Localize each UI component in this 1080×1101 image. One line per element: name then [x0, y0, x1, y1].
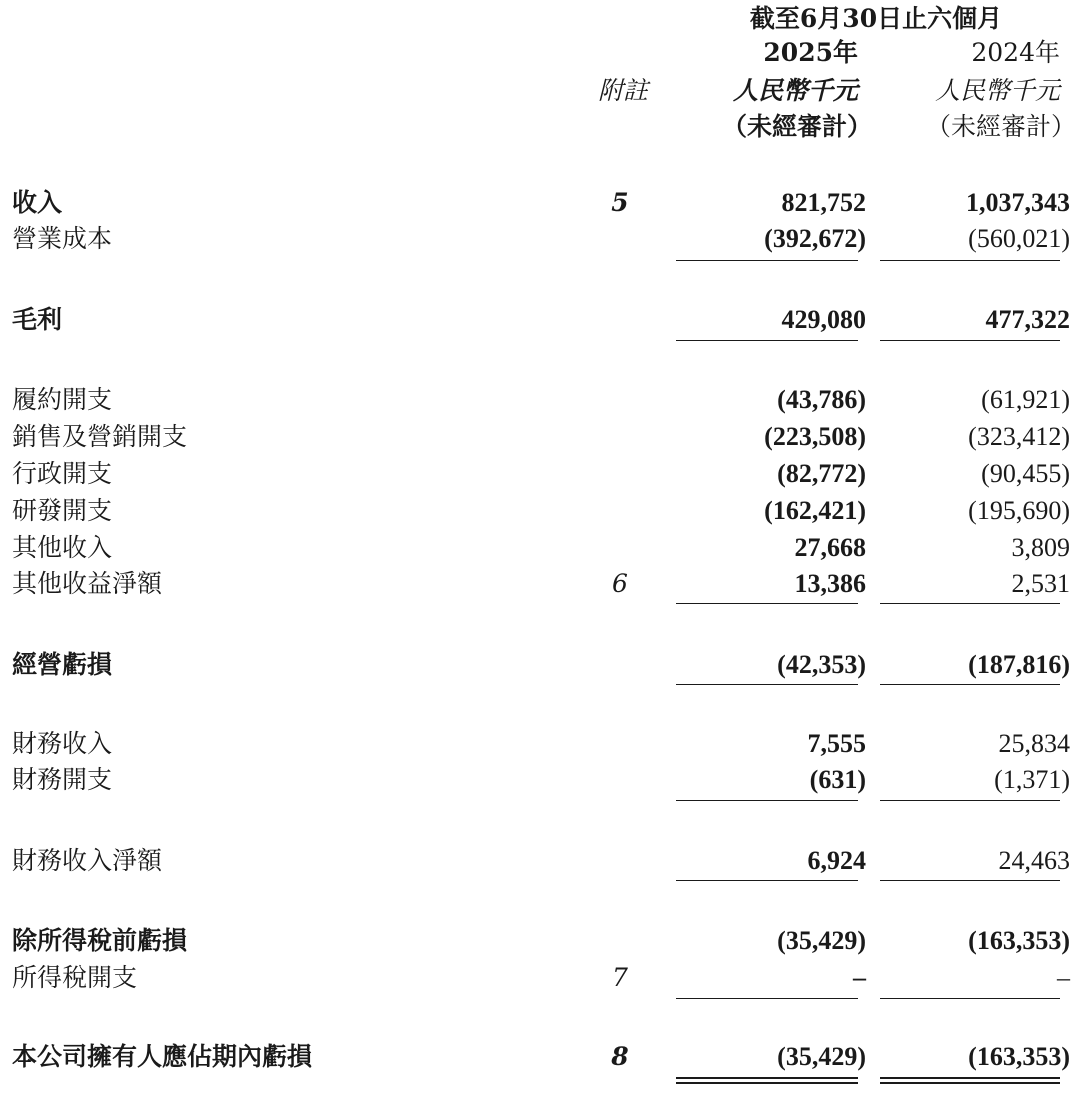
value-2025: 821,752	[781, 188, 866, 217]
total-double-rule-2024	[880, 1077, 1060, 1084]
row-label: 財務收入	[12, 729, 113, 758]
value-2024: 25,834	[998, 729, 1070, 758]
subtotal-rule-2025	[676, 684, 858, 685]
value-2025: 429,080	[781, 305, 866, 334]
value-2024: (195,690)	[968, 496, 1070, 525]
subtotal-rule-2025	[676, 998, 858, 999]
table-row-gross-profit	[0, 303, 1080, 337]
table-row-revenue	[0, 186, 1080, 220]
table-row-finance-income	[0, 727, 1080, 761]
audit-2024-header: （未經審計）	[925, 112, 1076, 141]
period-header: 截至6月30日止六個月	[749, 4, 1003, 33]
value-2024: (323,412)	[968, 422, 1070, 451]
value-2025: (42,353)	[777, 650, 866, 679]
table-row-selling-marketing	[0, 420, 1080, 454]
row-label: 其他收入	[12, 533, 113, 562]
table-row-operating-loss	[0, 648, 1080, 682]
row-label: 銷售及營銷開支	[12, 422, 188, 451]
unit-2024-header: 人民幣千元	[934, 76, 1060, 105]
subtotal-rule-2024	[880, 998, 1060, 999]
value-2024: (163,353)	[968, 1042, 1070, 1071]
row-label: 行政開支	[12, 459, 113, 488]
row-label: 研發開支	[12, 496, 113, 525]
value-2024: (560,021)	[968, 224, 1070, 253]
value-2025: (35,429)	[777, 1042, 866, 1071]
subtotal-rule-2024	[880, 603, 1060, 604]
subtotal-rule-2025	[676, 880, 858, 881]
table-row-fulfilment-expenses	[0, 383, 1080, 417]
row-label: 財務開支	[12, 765, 113, 794]
value-2024: 3,809	[1011, 533, 1070, 562]
row-label: 收入	[12, 188, 63, 217]
subtotal-rule-2024	[880, 800, 1060, 801]
subtotal-rule-2025	[676, 260, 858, 261]
subtotal-rule-2024	[880, 340, 1060, 341]
row-note: 8	[611, 1042, 629, 1071]
row-label: 履約開支	[12, 385, 113, 414]
table-row-other-gains-net	[0, 567, 1080, 601]
subtotal-rule-2025	[676, 603, 858, 604]
value-2024: 477,322	[985, 305, 1070, 334]
row-note: 7	[612, 963, 628, 992]
table-row-finance-income-net	[0, 844, 1080, 878]
table-row-loss-for-period	[0, 1040, 1080, 1074]
value-2024: (61,921)	[981, 385, 1070, 414]
row-note: 6	[612, 569, 628, 598]
subtotal-rule-2025	[676, 340, 858, 341]
value-2025: (162,421)	[764, 496, 866, 525]
value-2024: (1,371)	[994, 765, 1070, 794]
row-label: 所得稅開支	[12, 963, 138, 992]
subtotal-rule-2025	[676, 800, 858, 801]
row-label: 財務收入淨額	[12, 846, 163, 875]
value-2025: 6,924	[807, 846, 866, 875]
audit-2025-header: （未經審計）	[721, 112, 872, 141]
value-2025: 7,555	[807, 729, 866, 758]
row-label: 除所得稅前虧損	[12, 926, 188, 955]
value-2025: (392,672)	[764, 224, 866, 253]
row-label: 本公司擁有人應佔期內虧損	[12, 1042, 313, 1071]
table-row-other-income	[0, 531, 1080, 565]
value-2024: –	[1057, 963, 1070, 992]
table-row-income-tax	[0, 961, 1080, 995]
table-row-loss-before-tax	[0, 924, 1080, 958]
subtotal-rule-2024	[880, 880, 1060, 881]
value-2025: (631)	[809, 765, 866, 794]
value-2024: 1,037,343	[966, 188, 1070, 217]
value-2024: (187,816)	[968, 650, 1070, 679]
subtotal-rule-2024	[880, 684, 1060, 685]
value-2025: (43,786)	[777, 385, 866, 414]
row-label: 營業成本	[12, 224, 113, 253]
table-row-administrative	[0, 457, 1080, 491]
value-2025: 27,668	[794, 533, 866, 562]
value-2024: (163,353)	[968, 926, 1070, 955]
row-label: 經營虧損	[12, 650, 113, 679]
value-2025: 13,386	[794, 569, 866, 598]
row-note: 5	[611, 188, 629, 217]
table-row-research-development	[0, 494, 1080, 528]
unit-2025-header: 人民幣千元	[732, 76, 858, 105]
value-2025: (35,429)	[777, 926, 866, 955]
subtotal-rule-2024	[880, 260, 1060, 261]
value-2025: –	[853, 963, 866, 992]
row-label: 毛利	[12, 305, 63, 334]
value-2024: 24,463	[998, 846, 1070, 875]
note-column-header: 附註	[597, 76, 648, 105]
value-2025: (82,772)	[777, 459, 866, 488]
value-2024: 2,531	[1011, 569, 1070, 598]
year-2025-header: 2025年	[763, 38, 858, 67]
table-row-cost-of-sales	[0, 222, 1080, 256]
row-label: 其他收益淨額	[12, 569, 163, 598]
year-2024-header: 2024年	[971, 38, 1060, 67]
value-2025: (223,508)	[764, 422, 866, 451]
total-double-rule-2025	[676, 1077, 858, 1084]
value-2024: (90,455)	[981, 459, 1070, 488]
table-row-finance-expenses	[0, 763, 1080, 797]
